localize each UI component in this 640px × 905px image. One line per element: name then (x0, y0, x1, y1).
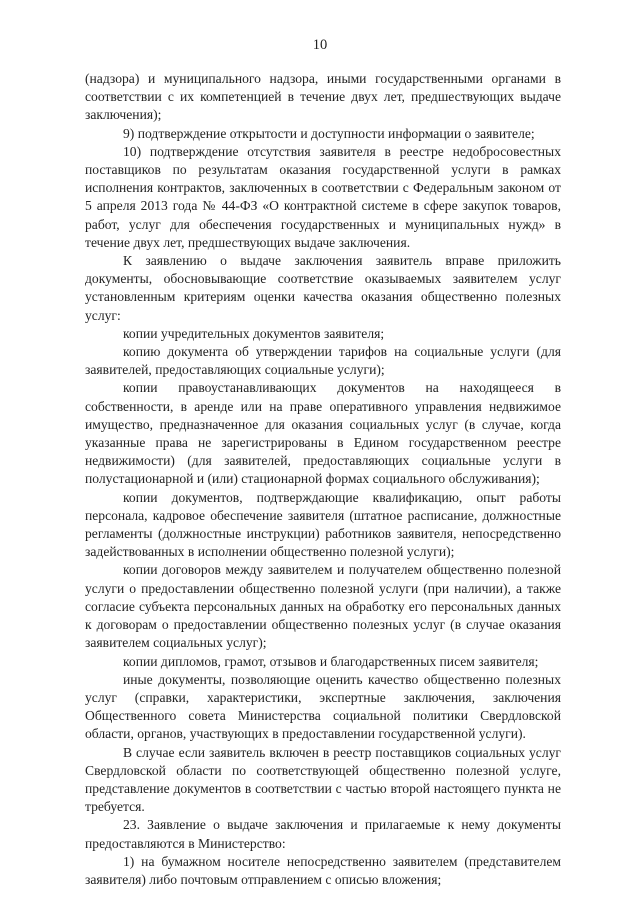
paragraph-item-9: 9) подтверждение открытости и доступности информации о заявителе; (123, 125, 535, 141)
paragraph-attachments-intro: К заявлению о выдаче заключения заявитель вправе приложить документы, обосновывающие соответствие оказываемых заявителем услуг установленным критериям оценки качества оказания общественно полезных услуг: (85, 253, 561, 323)
paragraph-list-item: копию документа об утверждении тарифов на социальные услуги (для заявителей, предоставляющих социальные услуги); (85, 344, 561, 378)
paragraph-list-item: копии учредительных документов заявителя; (123, 325, 385, 341)
paragraph-subitem-1: 1) на бумажном носителе непосредственно заявителем (представителем заявителя) либо почтовым отправлением с описью вложения; (85, 853, 561, 887)
paragraph-list-item: копии договоров между заявителем и получателем общественно полезной услуги о предоставлении общественно полезной услуги (при наличии), а также согласие субъекта персональных данных на обработку его персональных данных к договорам о предоставлении общественно полезных услуг (в случае оказания заявителем социальных услуг); (85, 562, 561, 651)
paragraph-registry-note: В случае если заявитель включен в реестр поставщиков социальных услуг Свердловской области по соответствующей общественно полезной услуге, представление документов в соответствии с частью второй настоящего пункта не требуется. (85, 744, 561, 815)
paragraph-list-item: копии документов, подтверждающие квалификацию, опыт работы персонала, кадровое обеспечение заявителя (штатное расписание, должностные регламенты (должностные инструкции) работников заявителя, непосредственно задействованных в исполнении общественно полезной услуги); (85, 489, 561, 560)
document-body (85, 70, 561, 889)
paragraph-list-item: копии дипломов, грамот, отзывов и благодарственных писем заявителя; (123, 653, 539, 669)
paragraph-continuation: (надзора) и муниципального надзора, иными государственными органами в соответствии с их компетенцией в течение двух лет, предшествующих выдаче заключения); (85, 71, 561, 123)
paragraph-item-10: 10) подтверждение отсутствия заявителя в реестре недобросовестных поставщиков по результатам оказания государственной услуги в рамках исполнения контрактов, заключенных в соответствии с Федеральным законом от 5 апреля 2013 года № 44-ФЗ «О контрактной системе в сфере закупок товаров, работ, услуг для обеспечения государственных и муниципальных нужд» в течение двух лет, предшествующих выдаче заключения. (85, 143, 561, 250)
paragraph-item-23: 23. Заявление о выдаче заключения и прилагаемые к нему документы предоставляются в Министерство: (85, 817, 561, 851)
paragraph-list-item: иные документы, позволяющие оценить качество общественно полезных услуг (справки, характеристики, экспертные заключения, заключения Общественного совета Министерства социальной политики Свердловской области, органов, участвующих в предоставлении государственной услуги). (85, 671, 561, 742)
paragraph-list-item: копии правоустанавливающих документов на находящееся в собственности, в аренде или на праве оперативного управления недвижимое имущество, предназначенное для оказания социальных услуг (в случае, когда указанные права не зарегистрированы в Едином государственном реестре недвижимости) (для заявителей, предоставляющих социальные услуги в полустационарной и (или) стационарной формах социального обслуживания); (85, 380, 561, 487)
page-number: 10 (312, 37, 328, 53)
